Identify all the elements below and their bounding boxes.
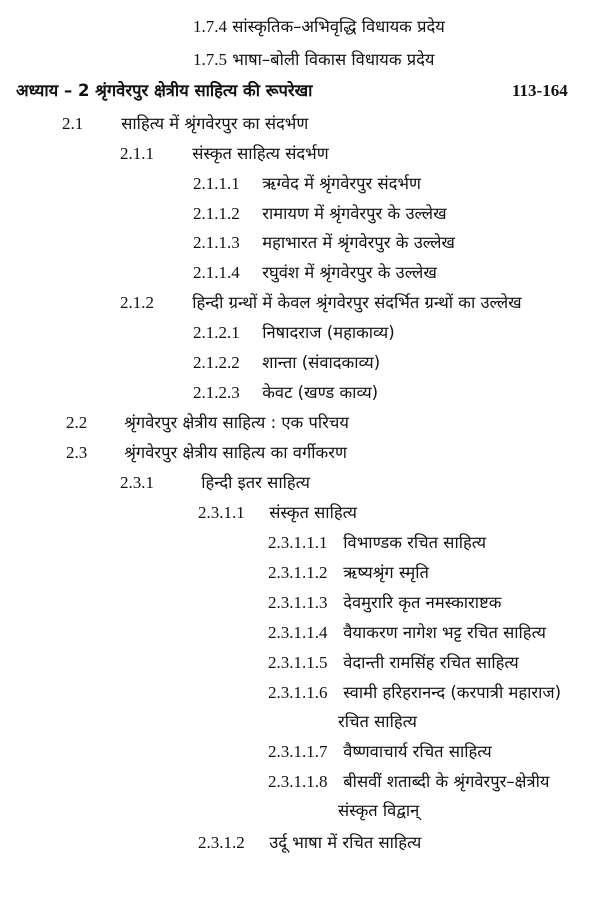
toc-entry-2-1-2-3: [193, 382, 378, 404]
toc-entry-2-3-1-1-8: [268, 771, 549, 793]
toc-number: 2.3.1.1.4: [268, 623, 328, 642]
toc-entry-continuation: [338, 800, 419, 822]
toc-number: 2.3.1: [120, 473, 154, 492]
toc-entry-2-3-1-1-7: [268, 741, 492, 763]
toc-entry-2-3-1-1-6: [268, 682, 561, 704]
toc-number: 2.3.1.1.2: [268, 563, 328, 582]
toc-entry-2-1-1-2: [193, 203, 447, 225]
toc-title: वैष्णवाचार्य रचित साहित्य: [343, 742, 492, 761]
toc-entry-2-1-1-1: [193, 173, 421, 195]
toc-title: बीसवीं शताब्दी के श्रृंगवेरपुर–क्षेत्रीय: [343, 772, 550, 791]
toc-title: संस्कृत साहित्य संदर्भण: [192, 144, 329, 163]
toc-number: 2.3.1.1.1: [268, 533, 328, 552]
toc-number: 2.3.1.1: [198, 503, 245, 522]
toc-entry-2-2: [66, 412, 349, 434]
toc-number: 2.1.2.1: [193, 323, 240, 342]
toc-entry-1-7-5: [193, 49, 434, 71]
toc-entry-2-3-1: [120, 472, 310, 494]
toc-number: 2.1.1: [120, 144, 154, 163]
toc-title: हिन्दी ग्रन्थों में केवल श्रृंगवेरपुर संदर्भित ग्रन्थों का उल्लेख: [192, 293, 522, 312]
toc-title: निषादराज (महाकाव्य): [262, 323, 395, 342]
toc-number: 2.1.1.4: [193, 263, 240, 282]
toc-entry-2-3-1-1: [198, 502, 357, 524]
toc-title: उर्दू भाषा में रचित साहित्य: [269, 833, 422, 852]
toc-number: 2.3.1.1.5: [268, 653, 328, 672]
toc-number: 2.1.2.3: [193, 383, 240, 402]
toc-title: सांस्कृतिक–अभिवृद्धि विधायक प्रदेय: [232, 17, 445, 36]
toc-entry-2-3-1-2: [198, 832, 421, 854]
toc-title: संस्कृत साहित्य: [269, 503, 357, 522]
chapter-heading: अध्याय – 2 श्रृंगवेरपुर क्षेत्रीय साहित्य की रूपरेखा: [16, 81, 313, 100]
toc-entry-2-1-2: [120, 292, 522, 314]
toc-entry-2-3-1-1-4: [268, 622, 546, 644]
toc-title: विभाण्डक रचित साहित्य: [343, 533, 487, 552]
toc-entry-1-7-4: [193, 16, 445, 38]
toc-number: 2.3.1.1.3: [268, 593, 328, 612]
toc-title: रचित साहित्य: [338, 712, 417, 731]
toc-entry-2-3-1-1-5: [268, 652, 519, 674]
toc-entry-2-1-2-2: [193, 352, 380, 374]
toc-title: महाभारत में श्रृंगवेरपुर के उल्लेख: [262, 233, 455, 252]
toc-entry-2-1-1-3: [193, 232, 455, 254]
toc-title: संस्कृत विद्वान्: [338, 801, 420, 820]
toc-number: 2.1.2.2: [193, 353, 240, 372]
toc-number: 1.7.5: [193, 50, 227, 69]
toc-number: 2.3.1.2: [198, 833, 245, 852]
toc-entry-2-3-1-1-1: [268, 532, 486, 554]
toc-number: 2.3.1.1.6: [268, 683, 328, 702]
toc-title: रघुवंश में श्रृंगवेरपुर के उल्लेख: [262, 263, 437, 282]
toc-title: भाषा–बोली विकास विधायक प्रदेय: [232, 50, 435, 69]
toc-number: 2.3.1.1.7: [268, 742, 328, 761]
toc-title: रामायण में श्रृंगवेरपुर के उल्लेख: [262, 204, 447, 223]
toc-number: 2.3.1.1.8: [268, 772, 328, 791]
toc-number: 2.1: [62, 114, 84, 133]
toc-number: 2.1.2: [120, 293, 154, 312]
toc-number: 2.3: [66, 443, 88, 462]
toc-title: केवट (खण्ड काव्य): [262, 383, 379, 402]
chapter-page-range: 113-164: [512, 81, 568, 100]
toc-title: स्वामी हरिहरानन्द (करपात्री महाराज): [343, 683, 562, 702]
toc-title: वेदान्ती रामसिंह रचित साहित्य: [343, 653, 519, 672]
toc-title: श्रृंगवेरपुर क्षेत्रीय साहित्य : एक परिचय: [124, 413, 349, 432]
toc-title: श्रृंगवेरपुर क्षेत्रीय साहित्य का वर्गीकरण: [124, 443, 347, 462]
toc-number: 2.2: [66, 413, 88, 432]
toc-entry-2-1-1: [120, 143, 329, 165]
toc-entry-2-1-1-4: [193, 262, 437, 284]
toc-number: 2.1.1.3: [193, 233, 240, 252]
toc-title: ऋग्वेद में श्रृंगवेरपुर संदर्भण: [262, 174, 421, 193]
toc-entry-2-3: [66, 442, 347, 464]
toc-title: देवमुरारि कृत नमस्काराष्टक: [343, 593, 502, 612]
toc-entry-2-1: [62, 113, 308, 135]
toc-title: साहित्य में श्रृंगवेरपुर का संदर्भण: [121, 114, 309, 133]
toc-title: हिन्दी इतर साहित्य: [201, 473, 310, 492]
toc-number: 2.1.1.1: [193, 174, 240, 193]
toc-number: 1.7.4: [193, 17, 227, 36]
toc-entry-continuation: [338, 711, 417, 733]
toc-title: वैयाकरण नागेश भट्ट रचित साहित्य: [343, 623, 546, 642]
toc-entry-2-3-1-1-2: [268, 562, 429, 584]
toc-entry-2-3-1-1-3: [268, 592, 501, 614]
toc-title: शान्ता (संवादकाव्य): [262, 353, 381, 372]
toc-title: ऋष्यश्रृंग स्मृति: [343, 563, 429, 582]
toc-number: 2.1.1.2: [193, 204, 240, 223]
toc-entry-2-1-2-1: [193, 322, 395, 344]
